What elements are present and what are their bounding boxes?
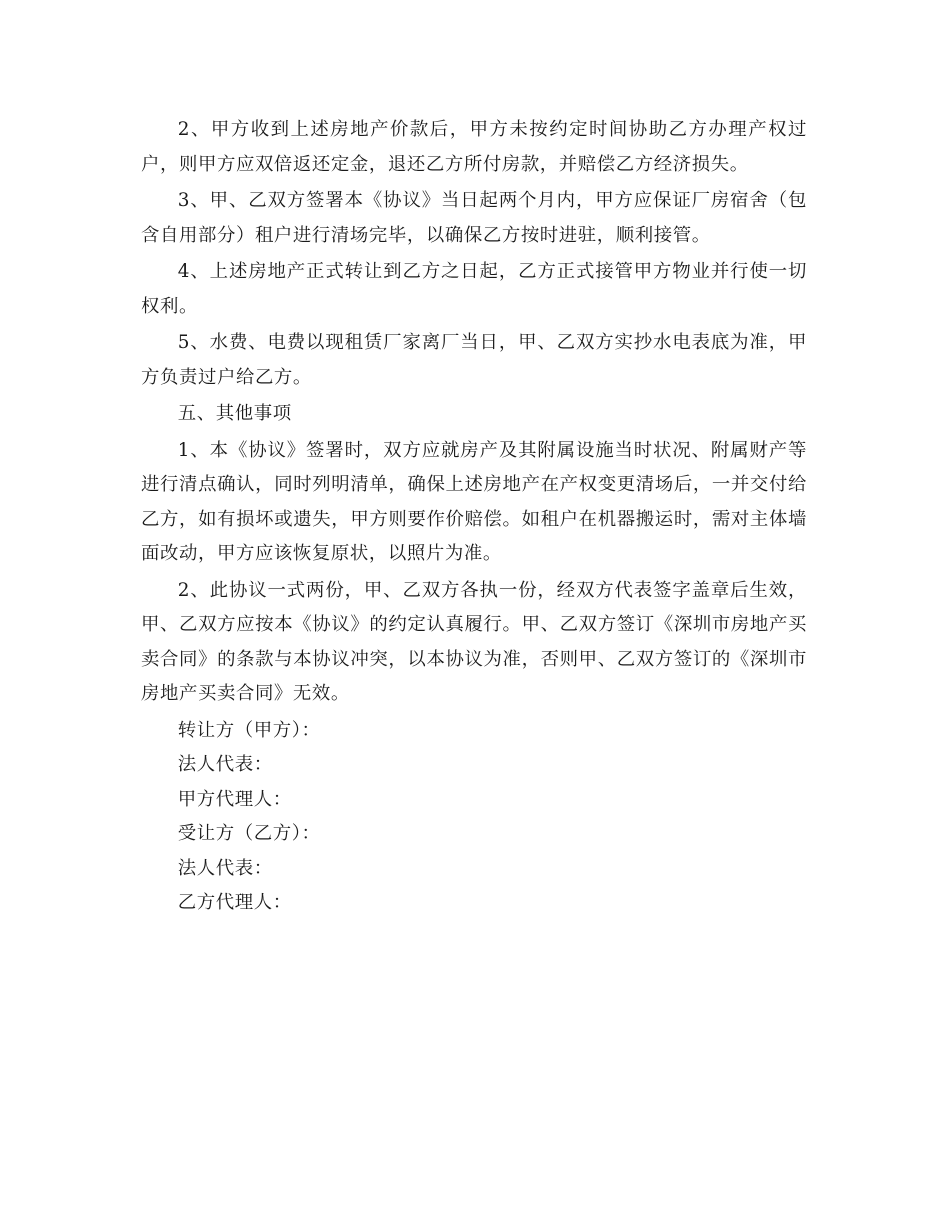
section-5-heading: 五、其他事项 [177,403,292,424]
clause-5-1: 1、本《协议》签署时，双方应就房产及其附属设施当时状况、附属财产等进行清点确认，同时列明清单，确保上述房地产在产权变更清场后，一并交付给乙方，如有损坏或遗失，甲方则要作价赔偿。如租户在机器搬运时，需对主体墙面改动，甲方应该恢复原状，以照片为准。 [141,439,807,564]
clause-4-5: 5、水费、电费以现租赁厂家离厂当日，甲、乙双方实抄水电表底为准，甲方负责过户给乙方。 [141,332,807,388]
signature-agent-b: 乙方代理人： [177,892,292,914]
document-page [141,113,807,921]
clause-4-4: 4、上述房地产正式转让到乙方之日起，乙方正式接管甲方物业并行使一切权利。 [141,261,807,317]
clause-4-2: 2、甲方收到上述房地产价款后，甲方未按约定时间协助乙方办理产权过户，则甲方应双倍返还定金，退还乙方所付房款，并赔偿乙方经济损失。 [141,119,807,175]
clause-5-2: 2、此协议一式两份，甲、乙双方各执一份，经双方代表签字盖章后生效，甲、乙双方应按本《协议》的约定认真履行。甲、乙双方签订《深圳市房地产买卖合同》的条款与本协议冲突，以本协议为准，否则甲、乙双方签订的《深圳市房地产买卖合同》无效。 [141,579,807,704]
clause-4-3: 3、甲、乙双方签署本《协议》当日起两个月内，甲方应保证厂房宿舍（包含自用部分）租户进行清场完毕，以确保乙方按时进驻，顺利接管。 [141,190,807,246]
signature-transferee: 受让方（乙方）： [177,823,321,845]
signature-block [141,714,807,922]
signature-agent-a: 甲方代理人： [177,788,292,810]
signature-legal-rep-b: 法人代表： [177,857,273,879]
signature-legal-rep-a: 法人代表： [177,754,273,776]
signature-transferor: 转让方（甲方）： [177,719,321,741]
